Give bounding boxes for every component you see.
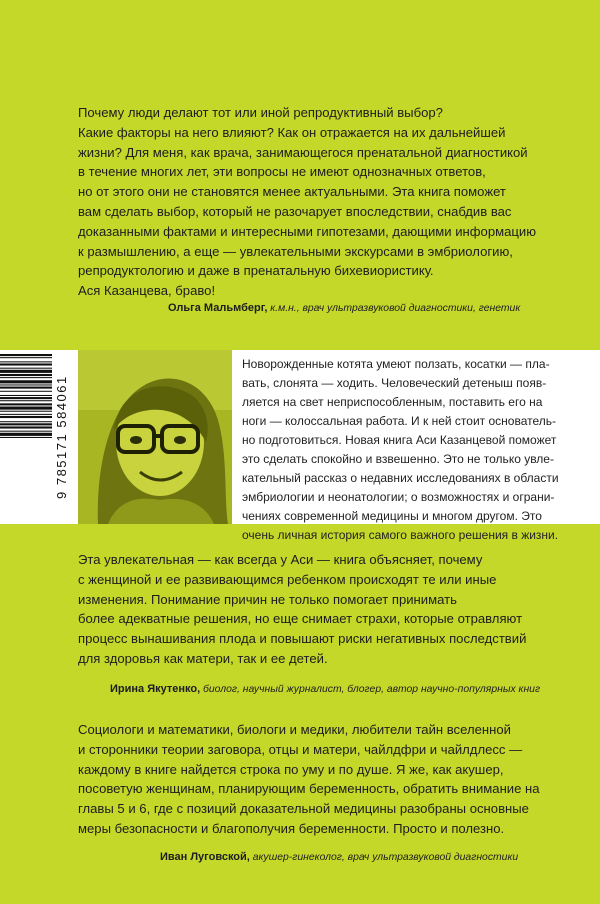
quote-2-text: Эта увлекательная — как всегда у Аси — книга объясняет, почему с женщиной и ее развивающимся ребенком происходят те или иные изменения. Понимание причин не только помогает принимать более адекватные решения, но еще снимает страхи, которые отравляют процесс вынашивания плода и повышают риски негативных последствий для здоровья как матери, так и ее детей. <box>78 552 527 666</box>
quote-2-credentials: биолог, научный журналист, блогер, автор научно-популярных книг <box>203 684 541 695</box>
quote-3-text: Социологи и математики, биологи и медики, любители тайн вселенной и сторонники теории заговора, отцы и матери, чайлдфри и чайлдлесс — каждому в книге найдется строка по уму и по душе. Я же, как акушер, посоветую женщинам, планирующим беременность, обратить внимание на главы 5 и 6, где с позиций доказательной медицины разобраны основные меры безопасности и благополучия беременности. Просто и полезно. <box>78 722 540 836</box>
quote-1-author: Ольга Мальмберг, <box>168 302 268 314</box>
author-photo <box>78 350 232 524</box>
quote-2-author: Ирина Якутенко, <box>110 683 201 695</box>
barcode-bars <box>0 352 52 522</box>
quote-1 <box>78 103 558 301</box>
book-blurb: Новорожденные котята умеют ползать, косатки — пла- вать, слонята — ходить. Человеческий детеныш появ- ляется на свет неприспособленным, поставить его на ноги — колоссальная работа. И к ней стоит основатель- но подготовиться. Новая книга Аси Казанцевой поможет это сделать спокойно и взвешенно. Это не только увле- кательный рассказ о недавних исследованиях в области эмбриологии и неонатологии; о возможностях и ограни- чениях современной медицины и многом другом. Это очень личная история самого важного решения в жизни. <box>242 357 559 542</box>
quote-1-attribution <box>168 302 520 314</box>
isbn-barcode <box>0 352 78 522</box>
quote-3 <box>78 720 558 839</box>
quote-3-author: Иван Луговской, <box>160 851 250 863</box>
quote-1-text: Почему люди делают тот или иной репродуктивный выбор? Какие факторы на него влияют? Как он отражается на их дальнейшей жизни? Для меня, как врача, занимающегося пренатальной диагностикой в течение многих лет, эти вопросы не имеют однозначных ответов, но от этого они не становятся менее актуальными. Эта книга поможет вам сделать выбор, который не разочарует впоследствии, снабдив вас доказанными фактами и интересными гипотезами, дающими информацию к размышлению, а еще — увлекательными экскурсами в эмбриологию, репродуктологию и даже в пренатальную бихевиористику. Ася Казанцева, браво! <box>78 105 537 299</box>
quote-3-credentials: акушер-гинеколог, врач ультразвуковой диагностики <box>252 852 519 863</box>
quote-1-credentials: к.м.н., врач ультразвуковой диагностики, генетик <box>270 303 521 314</box>
quote-3-attribution <box>160 851 518 863</box>
barcode-number: 9 785171 584061 <box>54 375 69 499</box>
quote-2 <box>78 550 558 669</box>
quote-2-attribution <box>110 683 540 695</box>
